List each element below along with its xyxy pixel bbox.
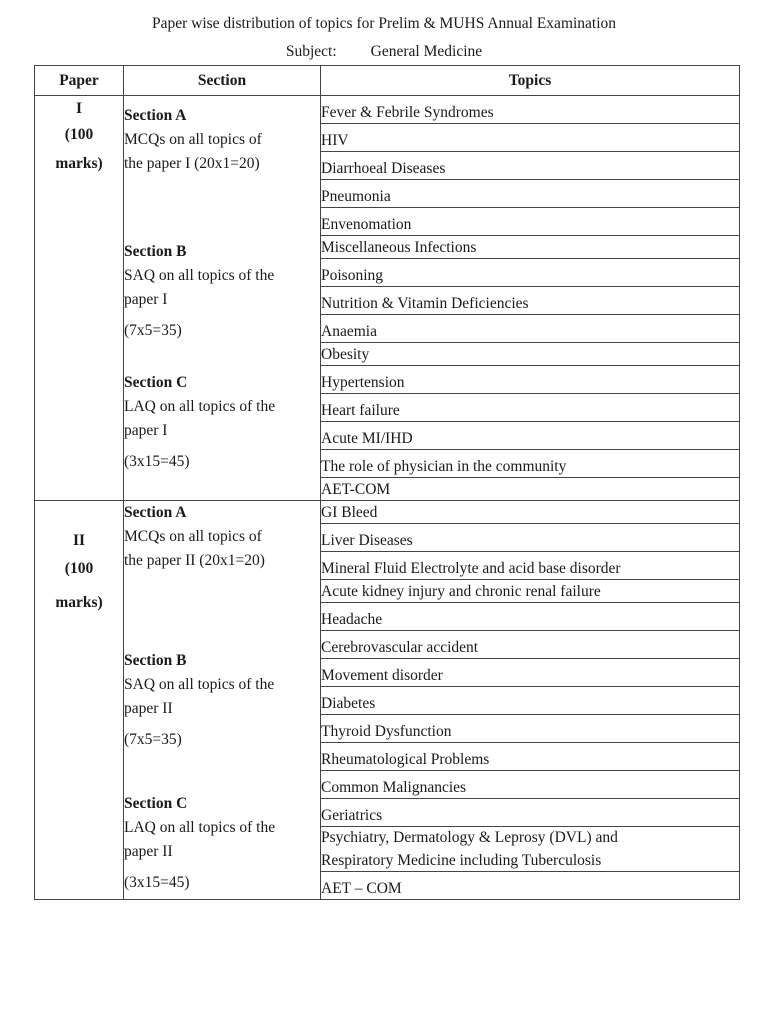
section-block — [124, 649, 320, 752]
topic-cell: Nutrition & Vitamin Deficiencies — [321, 287, 740, 315]
paper-marks: (100 — [64, 126, 94, 143]
section-description: the paper I (20x1=20) — [124, 155, 260, 172]
topic-cell: Cerebrovascular accident — [321, 631, 740, 659]
paper-number: I — [75, 100, 83, 117]
section-title: Section C — [124, 795, 188, 812]
section-cell — [124, 96, 321, 501]
topic-cell: AET – COM — [321, 872, 740, 900]
paper-cell — [35, 96, 124, 501]
section-description: paper II — [124, 843, 173, 860]
section-block — [124, 792, 320, 895]
section-marks: (7x5=35) — [124, 322, 182, 339]
topic-cell: HIV — [321, 124, 740, 152]
topic-cell: Diarrhoeal Diseases — [321, 152, 740, 180]
column-header-topics: Topics — [321, 66, 740, 96]
topic-cell: Rheumatological Problems — [321, 743, 740, 771]
section-cell — [124, 501, 321, 900]
table-row — [35, 501, 740, 524]
topic-cell: Miscellaneous Infections — [321, 236, 740, 259]
section-description: paper I — [124, 422, 168, 439]
topic-cell: Heart failure — [321, 394, 740, 422]
section-marks: (3x15=45) — [124, 453, 190, 470]
section-description: the paper II (20x1=20) — [124, 552, 265, 569]
topic-cell: Common Malignancies — [321, 771, 740, 799]
topic-cell: Fever & Febrile Syndromes — [321, 96, 740, 124]
section-description: MCQs on all topics of — [124, 131, 262, 148]
topic-cell: Acute MI/IHD — [321, 422, 740, 450]
topic-line: Psychiatry, Dermatology & Leprosy (DVL) and — [321, 829, 618, 846]
table-header-row — [35, 66, 740, 96]
paper-marks-word: marks) — [55, 594, 103, 611]
subject-value: General Medicine — [370, 43, 483, 60]
section-marks: (3x15=45) — [124, 874, 190, 891]
topic-cell: Obesity — [321, 343, 740, 366]
table-row — [35, 96, 740, 124]
section-description: paper II — [124, 700, 173, 717]
section-description: LAQ on all topics of the — [124, 819, 276, 836]
paper-cell — [35, 501, 124, 900]
topic-cell: Diabetes — [321, 687, 740, 715]
section-description: LAQ on all topics of the — [124, 398, 276, 415]
section-title: Section B — [124, 652, 187, 669]
section-block — [124, 371, 320, 474]
paper-marks: (100 — [64, 560, 94, 577]
section-title: Section A — [124, 107, 187, 124]
distribution-table — [34, 65, 740, 900]
topic-cell: GI Bleed — [321, 501, 740, 524]
topic-cell: Headache — [321, 603, 740, 631]
section-block — [124, 240, 320, 343]
subject-line — [0, 42, 768, 62]
topic-cell: Thyroid Dysfunction — [321, 715, 740, 743]
section-description: paper I — [124, 291, 168, 308]
topic-cell — [321, 827, 740, 872]
topic-cell: Pneumonia — [321, 180, 740, 208]
column-header-paper: Paper — [35, 66, 124, 96]
topic-cell: Geriatrics — [321, 799, 740, 827]
topic-cell: Movement disorder — [321, 659, 740, 687]
paper-marks-word: marks) — [55, 155, 103, 172]
section-description: SAQ on all topics of the — [124, 267, 275, 284]
document-title: Paper wise distribution of topics for Prelim & MUHS Annual Examination — [151, 15, 617, 32]
topic-cell: Poisoning — [321, 259, 740, 287]
section-title: Section C — [124, 374, 188, 391]
topic-cell: Envenomation — [321, 208, 740, 236]
section-block — [124, 104, 320, 176]
topic-cell: Mineral Fluid Electrolyte and acid base disorder — [321, 552, 740, 580]
subject-label: Subject: — [285, 43, 337, 60]
topic-cell: Anaemia — [321, 315, 740, 343]
topic-cell: The role of physician in the community — [321, 450, 740, 478]
topic-cell: AET-COM — [321, 478, 740, 501]
topic-cell: Hypertension — [321, 366, 740, 394]
topic-line: Respiratory Medicine including Tuberculosis — [321, 852, 602, 869]
topic-cell: Liver Diseases — [321, 524, 740, 552]
section-title: Section B — [124, 243, 187, 260]
section-description: MCQs on all topics of — [124, 528, 262, 545]
column-header-section: Section — [124, 66, 321, 96]
paper-number: II — [72, 532, 86, 549]
section-title: Section A — [124, 504, 187, 521]
section-description: SAQ on all topics of the — [124, 676, 275, 693]
topic-cell: Acute kidney injury and chronic renal failure — [321, 580, 740, 603]
section-marks: (7x5=35) — [124, 731, 182, 748]
section-block — [124, 501, 320, 573]
